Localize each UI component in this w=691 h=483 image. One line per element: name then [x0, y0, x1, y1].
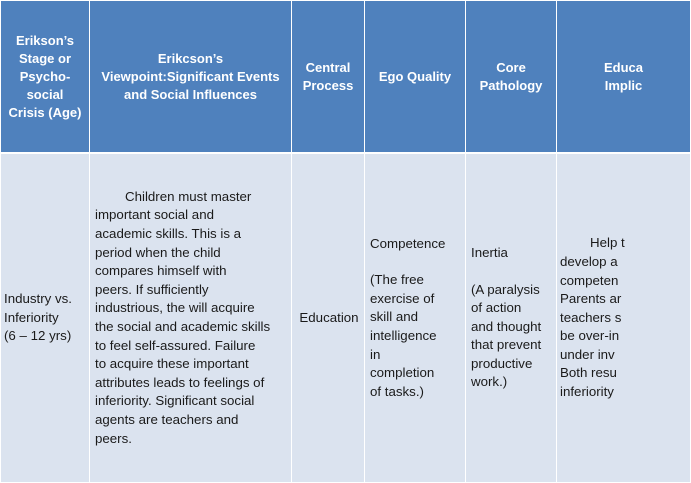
ego-quality-detail-line: of tasks.)	[370, 383, 424, 399]
cell-educational	[557, 153, 691, 483]
cell-educational-line: inferiority	[560, 384, 614, 400]
header-ego-quality-line: Ego Quality	[378, 68, 452, 84]
cell-viewpoint-line: Children must master	[125, 188, 252, 204]
cell-educational-line: competen	[560, 272, 619, 288]
header-central-process	[292, 1, 365, 154]
cell-ego-quality	[365, 153, 466, 483]
header-educational	[557, 1, 691, 154]
header-viewpoint	[90, 1, 292, 154]
cell-stage-line: Inferiority	[4, 309, 59, 325]
cell-educational-line: Parents ar	[560, 291, 622, 307]
spacer	[471, 263, 553, 281]
cell-viewpoint-line: important social and	[95, 207, 214, 223]
table-row	[1, 153, 691, 483]
core-pathology-detail-line: work.)	[471, 374, 508, 390]
core-pathology-detail-line: and thought	[471, 318, 542, 334]
cell-viewpoint-line: compares himself with	[95, 263, 227, 279]
spacer	[370, 253, 462, 271]
cell-viewpoint-line: attributes leads to feelings of	[95, 374, 265, 390]
cell-educational-line: Both resu	[560, 365, 617, 381]
header-ego-quality	[365, 1, 466, 154]
header-viewpoint-line: and Social Influences	[124, 86, 257, 102]
core-pathology-detail-line: productive	[471, 355, 533, 371]
cell-educational-line: Help t	[590, 235, 625, 251]
header-stage-line: Psycho-	[19, 68, 71, 84]
header-viewpoint-line: Viewpoint:Significant Events	[101, 68, 280, 84]
cell-viewpoint-line: agents are teachers and	[95, 411, 239, 427]
header-core-pathology-line: Core	[496, 59, 526, 75]
header-educational-line: Implic	[604, 77, 643, 93]
header-central-process-line: Process	[302, 77, 354, 93]
ego-quality-detail-line: intelligence	[370, 328, 437, 343]
cell-stage-line: (6 – 12 yrs)	[4, 328, 72, 344]
ego-quality-detail-line: completion	[370, 365, 435, 381]
header-core-pathology	[466, 1, 557, 154]
cell-viewpoint-line: to feel self-assured. Failure	[95, 337, 256, 353]
ego-quality-detail-line: exercise of	[370, 290, 435, 306]
core-pathology-detail-line: that prevent	[471, 337, 542, 353]
cell-stage	[1, 153, 90, 483]
cell-stage-line: Industry vs.	[4, 291, 72, 307]
cell-viewpoint-line: peers.	[95, 430, 132, 446]
cell-core-pathology	[466, 153, 557, 483]
ego-quality-detail-line: in	[370, 346, 381, 362]
cell-educational-line: under inv	[560, 346, 615, 362]
header-viewpoint-line: Erikcson’s	[157, 50, 224, 66]
cell-educational-line: teachers s	[560, 309, 622, 325]
ego-quality-title: Competence	[370, 235, 446, 251]
cell-educational-line: develop a	[560, 253, 618, 269]
cell-viewpoint-line: period when the child	[95, 244, 221, 260]
header-stage-line: Stage or	[18, 50, 71, 66]
core-pathology-detail-line: (A paralysis	[471, 281, 540, 297]
cell-central-process-text: Education	[299, 309, 359, 325]
core-pathology-title: Inertia	[471, 244, 508, 260]
cell-viewpoint	[90, 153, 292, 483]
header-stage-line: Erikson’s	[15, 32, 75, 48]
header-central-process-line: Central	[305, 59, 351, 75]
cell-viewpoint-line: the social and academic skills	[95, 319, 271, 334]
header-stage	[1, 1, 90, 154]
ego-quality-detail-line: (The free	[370, 272, 424, 288]
core-pathology-detail-line: of action	[471, 300, 522, 316]
cell-central-process	[292, 153, 365, 483]
cell-viewpoint-line: industrious, the will acquire	[95, 300, 255, 316]
header-stage-line: social	[26, 86, 64, 102]
ego-quality-detail-line: skill and	[370, 309, 419, 325]
cell-viewpoint-line: to acquire these important	[95, 356, 249, 372]
cell-viewpoint-line: academic skills. This is a	[95, 226, 242, 242]
cell-educational-line: be over-in	[560, 328, 620, 344]
header-stage-line: Crisis (Age)	[8, 104, 82, 120]
header-educational-line: Educa	[603, 59, 643, 75]
cell-viewpoint-line: peers. If sufficiently	[95, 281, 209, 297]
header-core-pathology-line: Pathology	[479, 77, 543, 93]
cell-viewpoint-line: inferiority. Significant social	[95, 393, 255, 409]
header-row	[1, 1, 691, 154]
